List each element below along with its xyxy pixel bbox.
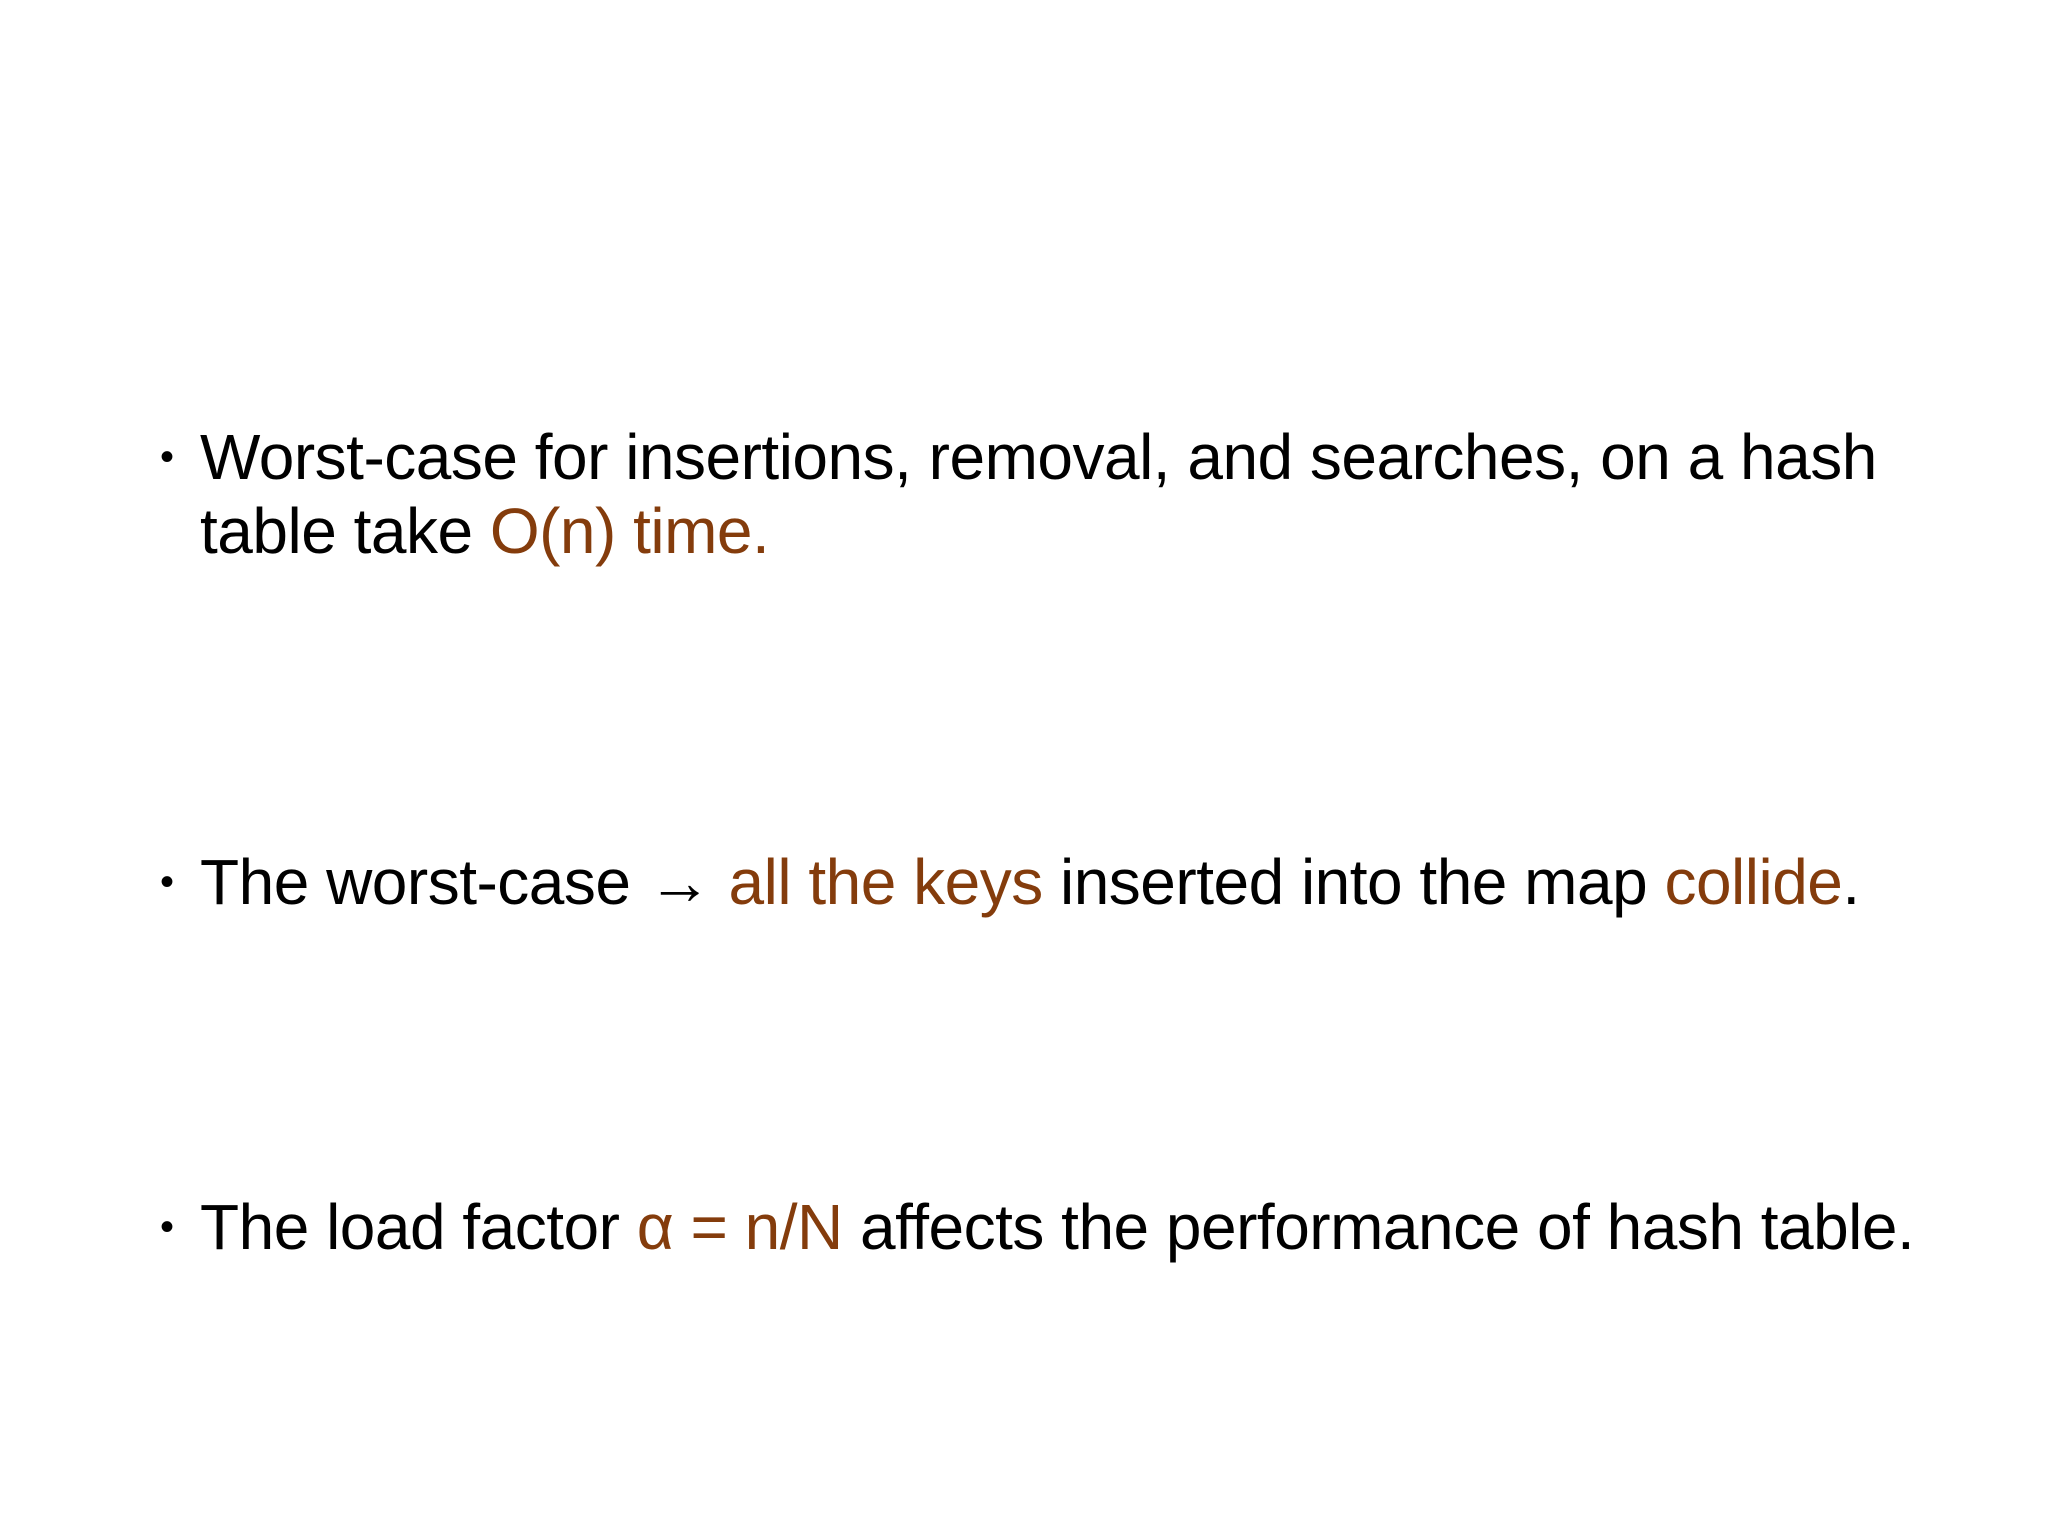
highlighted-text: O(n) time.: [489, 495, 770, 567]
bullet-text-segment: The load factor: [200, 1191, 637, 1263]
bullet-marker: •: [160, 1205, 174, 1249]
highlighted-text: α = n/N: [636, 1191, 843, 1263]
highlighted-text: all the keys: [728, 846, 1043, 918]
bullet-text-segment: inserted into the map: [1042, 846, 1665, 918]
bullet-item-2: [160, 845, 1920, 919]
highlighted-text: collide: [1664, 846, 1843, 918]
bullet-item-1: [160, 420, 1920, 568]
bullet-text: [200, 845, 1920, 919]
bullet-text: [200, 420, 1920, 568]
bullet-text-segment: affects the performance of hash table.: [842, 1191, 1915, 1263]
bullet-text-segment: Worst-case for insertions, removal, and searches, on a hash table take: [200, 421, 1877, 567]
bullet-text: [200, 1190, 1920, 1264]
bullet-text-segment: [711, 846, 728, 918]
right-arrow-icon: →: [647, 846, 712, 918]
bullet-marker: •: [160, 435, 174, 479]
bullet-text-segment: .: [1842, 846, 1860, 918]
bullet-item-3: [160, 1190, 1920, 1264]
bullet-marker: •: [160, 860, 174, 904]
bullet-text-segment: The worst-case: [200, 846, 648, 918]
